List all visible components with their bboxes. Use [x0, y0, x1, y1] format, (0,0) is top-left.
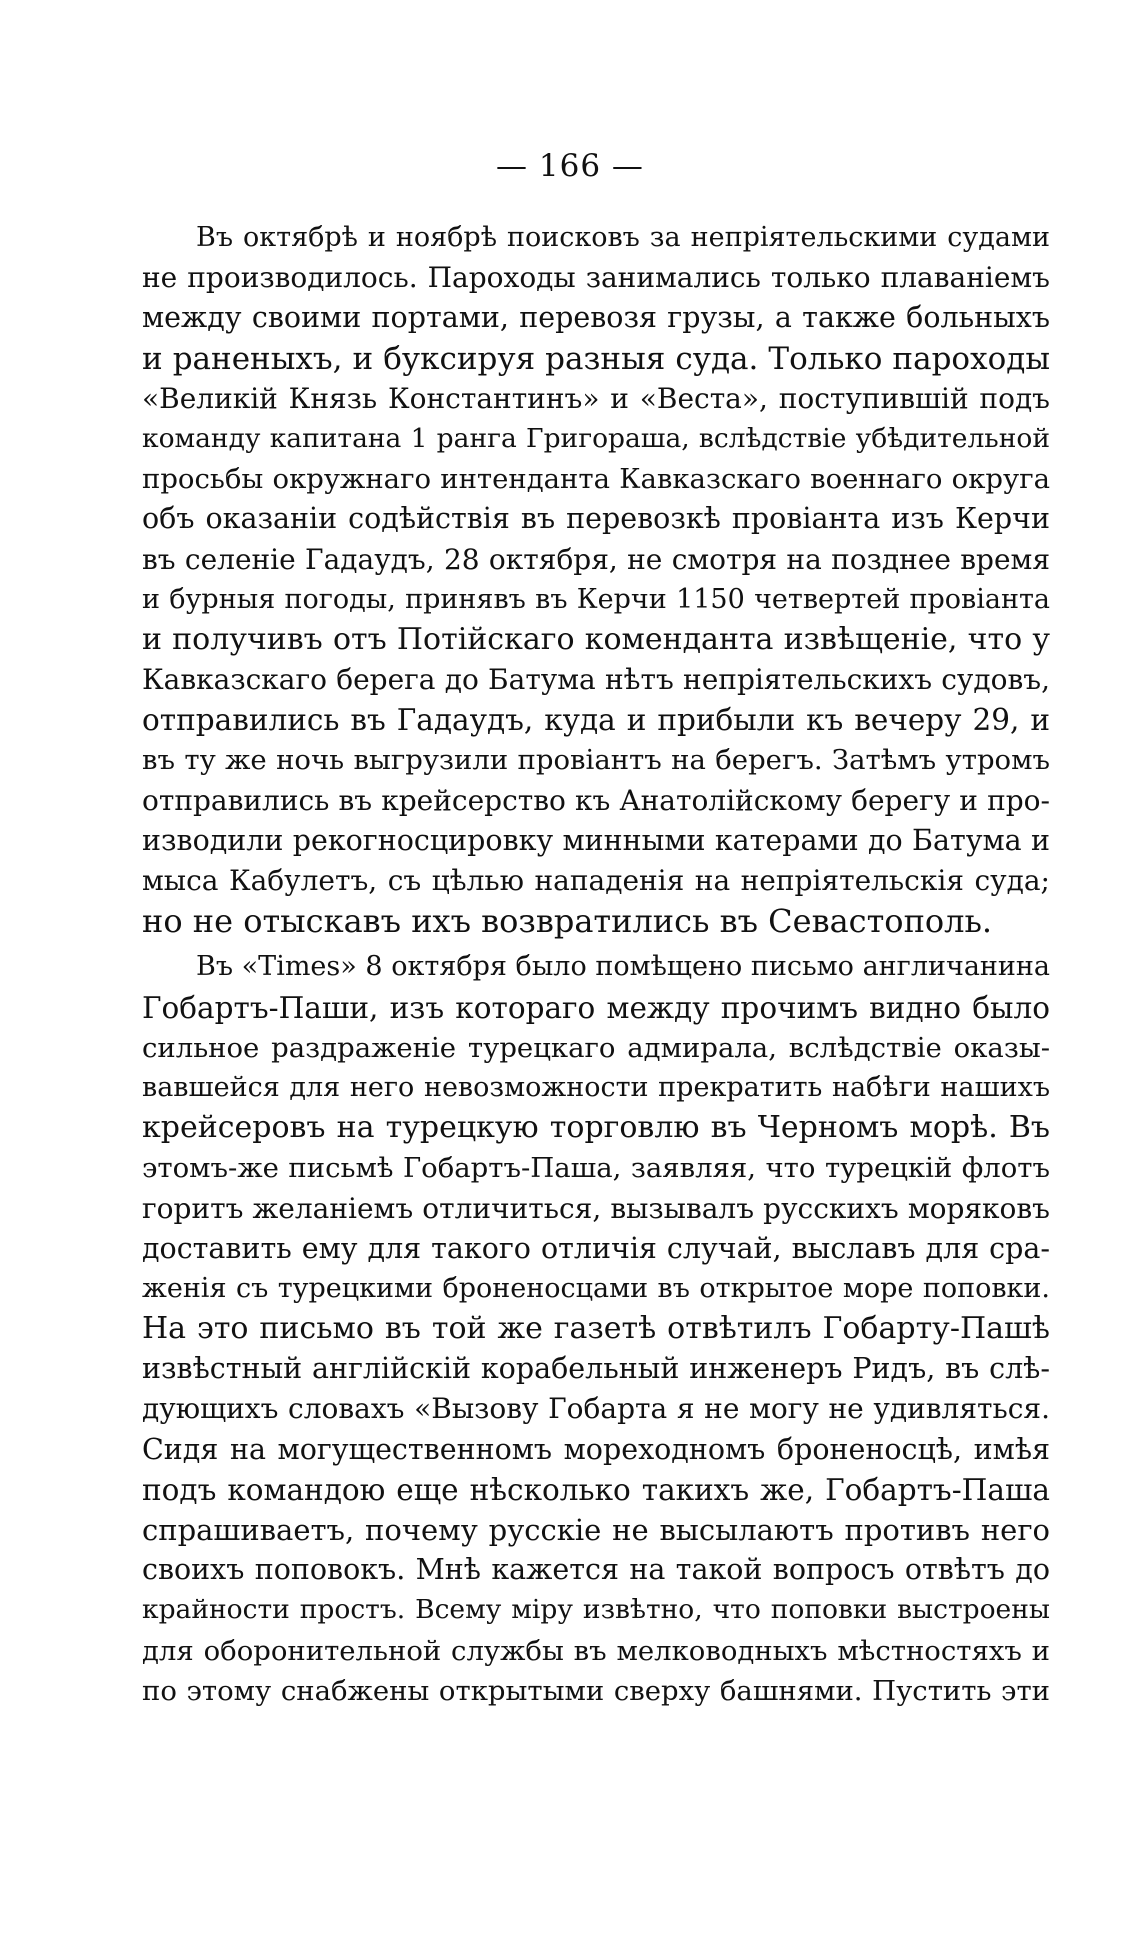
text-line: объ оказаніи содѣйствія въ перевозкѣ провіанта изъ Керчи — [142, 502, 1050, 536]
text-line: въ селеніе Гадаудъ, 28 октября, не смотря на позднее время — [142, 542, 1050, 576]
body-text — [142, 218, 1050, 1711]
text-line: изводили рекогносцировку минными катерами до Батума и — [142, 823, 1050, 857]
text-line: сильное раздраженіе турецкаго адмирала, вслѣдствіе оказы- — [142, 1031, 1050, 1064]
text-line: Гобартъ-Паши, изъ котораго между прочимъ видно было — [142, 990, 1050, 1025]
text-line: подъ командою еще нѣсколько такихъ же, Гобартъ-Паша — [142, 1472, 1050, 1507]
paragraph-1 — [142, 218, 1050, 941]
text-line: крайности простъ. Всему міру извѣтно, что поповки выстроены — [142, 1594, 1050, 1626]
text-line: Въ «Times» 8 октября было помѣщено письмо англичанина — [196, 951, 1050, 983]
text-line: отправились въ крейсерство къ Анатолійскому берегу и про- — [142, 783, 1050, 817]
text-line: этомъ-же письмѣ Гобартъ-Паша, заявляя, что турецкій флотъ — [142, 1152, 1050, 1185]
paragraph-2 — [142, 947, 1050, 1711]
text-line: На это письмо въ той же газетѣ отвѣтилъ Гобарту-Пашѣ — [142, 1311, 1050, 1347]
text-line: команду капитана 1 ранга Григораша, вслѣдствіе убѣдительной — [142, 422, 1050, 454]
text-line: въ ту же ночь выгрузили провіантъ на берегъ. Затѣмъ утромъ — [142, 744, 1050, 777]
text-line: по этому снабжены открытыми сверху башнями. Пустить эти — [142, 1674, 1050, 1707]
text-line: Кавказскаго берега до Батума нѣтъ непріятельскихъ судовъ, — [142, 663, 1050, 697]
text-line: крейсеровъ на турецкую торговлю въ Черномъ морѣ. Въ — [142, 1110, 1050, 1146]
text-line: вавшейся для него невозможности прекратить набѣги нашихъ — [142, 1071, 1050, 1103]
text-line: извѣстный англійскій корабельный инженеръ Ридъ, въ слѣ- — [142, 1352, 1050, 1386]
text-line: и раненыхъ, и буксируя разныя суда. Только пароходы — [142, 340, 1050, 377]
text-line: не производилось. Пароходы занимались только плаваніемъ — [142, 261, 1050, 295]
text-line: но не отыскавъ ихъ возвратились въ Севастополь. — [142, 902, 993, 941]
text-line: Въ октябрѣ и ноябрѣ поисковъ за непріятельскими судами — [196, 222, 1050, 253]
text-line: отправились въ Гадаудъ, куда и прибыли къ вечеру 29, и — [142, 703, 1050, 738]
text-line: «Великій Князь Константинъ» и «Веста», поступившій подъ — [142, 381, 1050, 415]
page-number: — 166 — — [496, 148, 644, 184]
text-line: и получивъ отъ Потійскаго коменданта извѣщеніе, что у — [142, 621, 1050, 657]
text-line: для оборонительной службы въ мелководныхъ мѣстностяхъ и — [142, 1634, 1050, 1667]
text-line: Сидя на могущественномъ мореходномъ броненосцѣ, имѣя — [142, 1432, 1050, 1466]
text-line: женія съ турецкими броненосцами въ открытое море поповки. — [142, 1272, 1050, 1304]
text-line: своихъ поповокъ. Мнѣ кажется на такой вопросъ отвѣтъ до — [142, 1553, 1050, 1587]
text-line: спрашиваетъ, почему русскіе не высылаютъ противъ него — [142, 1513, 1050, 1547]
text-line: и бурныя погоды, принявъ въ Керчи 1150 четвертей провіанта — [142, 583, 1050, 615]
text-line: просьбы окружнаго интенданта Кавказскаго военнаго округа — [142, 463, 1050, 496]
text-line: дующихъ словахъ «Вызову Гобарта я не могу не удивляться. — [142, 1392, 1050, 1426]
text-line: между своими портами, перевозя грузы, а также больныхъ — [142, 301, 1050, 335]
text-line: мыса Кабулетъ, съ цѣлью нападенія на непріятельскія суда; — [142, 864, 1050, 897]
text-line: горитъ желаніемъ отличиться, вызывалъ русскихъ моряковъ — [142, 1191, 1050, 1225]
text-line: доставить ему для такого отличія случай, выславъ для сра- — [142, 1231, 1050, 1265]
